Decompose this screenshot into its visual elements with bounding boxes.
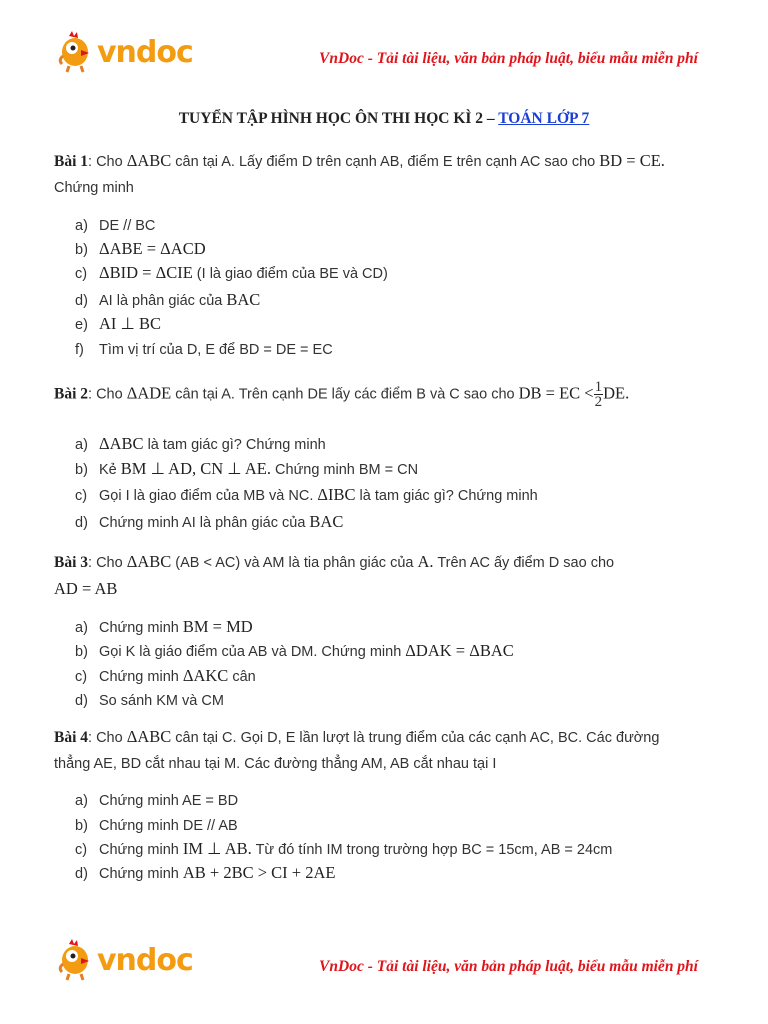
bai1-statement	[54, 148, 744, 201]
bai2-item	[75, 459, 418, 479]
title-text: TUYỂN TẬP HÌNH HỌC ÔN THI HỌC KÌ 2 –	[178, 110, 499, 127]
header-tagline: VnDoc - Tải tài liệu, văn bản pháp luật, biểu mẫu miễn phí	[319, 50, 698, 67]
item-math: IM ⊥ AB.	[182, 839, 252, 858]
item-text: Chứng minh AE = BD	[99, 793, 239, 809]
bai2-intro: : Cho	[88, 386, 127, 403]
item-label: c)	[75, 669, 88, 685]
item-label: e)	[75, 317, 88, 333]
item-math: ΔDAK = ΔBAC	[405, 641, 514, 660]
item-math: BAC	[309, 512, 344, 531]
bai2-condition-end: DE.	[603, 383, 630, 403]
title-link[interactable]: TOÁN LỚP 7	[498, 110, 590, 127]
item-math: BM = MD	[182, 617, 253, 636]
item-label: a)	[75, 218, 88, 234]
bai1-item	[75, 263, 388, 283]
footer-tagline: VnDoc - Tải tài liệu, văn bản pháp luật, biểu mẫu miễn phí	[319, 958, 698, 975]
chicken-mascot-icon	[55, 938, 95, 982]
item-label: c)	[75, 266, 88, 282]
page-footer	[0, 928, 768, 988]
fraction-half	[594, 380, 604, 409]
frac-den: 2	[594, 394, 603, 410]
item-label: d)	[75, 866, 88, 882]
item-text: cân	[228, 669, 256, 685]
item-label: a)	[75, 793, 88, 809]
item-text: AI là phân giác của	[99, 293, 227, 309]
item-label: c)	[75, 842, 88, 858]
bai1-line2: Chứng minh	[54, 180, 134, 196]
item-math: ΔAKC	[182, 666, 229, 685]
bai3-statement	[54, 549, 744, 603]
bai1-item	[75, 314, 161, 334]
item-math: BAC	[226, 290, 261, 309]
bai4-item	[75, 863, 335, 883]
logo-text: vndoc	[97, 34, 193, 70]
bai3-item	[75, 617, 253, 637]
item-text: Chứng minh AI là phân giác của	[99, 515, 310, 531]
item-text: Gọi I là giao điểm của MB và NC.	[99, 488, 318, 504]
item-text: So sánh KM và CM	[99, 693, 224, 709]
bai4-label: Bài 4	[54, 729, 89, 746]
vndoc-logo-footer[interactable]	[55, 936, 195, 984]
item-label: c)	[75, 488, 88, 504]
item-math: AI ⊥ BC	[99, 314, 162, 333]
bai1-item	[75, 339, 333, 359]
bai2-triangle: ΔADE	[126, 383, 172, 403]
item-label: f)	[75, 342, 84, 358]
bai3-item	[75, 641, 514, 661]
bai3-triangle: ΔABC	[126, 552, 172, 571]
item-math: ΔIBC	[317, 485, 356, 504]
bai1-label: Bài 1	[54, 153, 89, 170]
item-text: Chứng minh	[99, 842, 183, 858]
item-text: là tam giác gì? Chứng minh	[355, 488, 538, 504]
bai2-item	[75, 434, 326, 454]
item-math: AB + 2BC > CI + 2AE	[182, 863, 336, 882]
bai1-triangle: ΔABC	[126, 151, 172, 170]
frac-num: 1	[594, 379, 603, 395]
chicken-mascot-icon	[55, 30, 95, 74]
bai4-item	[75, 790, 238, 810]
bai3-intro: : Cho	[88, 555, 127, 571]
logo-text: vndoc	[97, 942, 193, 978]
bai1-intro: : Cho	[88, 154, 127, 170]
bai4-intro: : Cho	[88, 730, 127, 746]
bai1-text: cân tại A. Lấy điểm D trên cạnh AB, điểm E trên cạnh AC sao cho	[171, 154, 600, 170]
bai4-statement	[54, 724, 744, 777]
bai4-triangle: ΔABC	[126, 727, 172, 746]
item-text: (I là giao điểm của BE và CD)	[192, 266, 388, 282]
bai3-text: (AB < AC) và AM là tia phân giác của	[171, 555, 418, 571]
bai3-angle: A.	[417, 552, 434, 571]
item-label: d)	[75, 693, 88, 709]
bai4-line2: thẳng AE, BD cắt nhau tại M. Các đường thẳng AM, AB cắt nhau tại I	[54, 756, 497, 772]
item-math: ΔABC	[99, 434, 144, 453]
item-text: là tam giác gì? Chứng minh	[143, 437, 326, 453]
bai3-item	[75, 690, 224, 710]
bai2-statement	[54, 380, 744, 409]
bai3-label: Bài 3	[54, 554, 89, 571]
item-label: b)	[75, 818, 88, 834]
bai2-condition: DB = EC <	[518, 383, 594, 403]
item-text: Tìm vị trí của D, E để BD = DE = EC	[99, 342, 333, 358]
item-text: Chứng minh DE // AB	[99, 818, 238, 834]
bai3-text2: Trên AC ấy điểm D sao cho	[433, 555, 615, 571]
item-text: Chứng minh BM = CN	[271, 462, 419, 478]
item-text: Kẻ	[99, 462, 121, 478]
bai4-text: cân tại C. Gọi D, E lần lượt là trung điểm của các cạnh AC, BC. Các đường	[171, 730, 660, 746]
item-text: Chứng minh	[99, 620, 183, 636]
bai2-text: cân tại A. Trên cạnh DE lấy các điểm B và C sao cho	[171, 386, 519, 403]
item-label: b)	[75, 644, 88, 660]
item-label: a)	[75, 620, 88, 636]
item-label: b)	[75, 242, 88, 258]
vndoc-logo[interactable]	[55, 28, 195, 76]
item-text: Chứng minh	[99, 669, 183, 685]
bai4-item	[75, 839, 612, 859]
item-label: b)	[75, 462, 88, 478]
item-label: a)	[75, 437, 88, 453]
bai1-condition: BD = CE.	[599, 151, 665, 170]
item-label: d)	[75, 515, 88, 531]
bai2-item	[75, 512, 343, 532]
bai4-item	[75, 815, 238, 835]
bai1-item	[75, 215, 155, 235]
item-text: Chứng minh	[99, 866, 183, 882]
bai2-label: Bài 2	[54, 385, 89, 403]
bai1-item	[75, 290, 260, 310]
item-math: ΔBID = ΔCIE	[99, 263, 193, 282]
bai3-line2: AD = AB	[54, 579, 118, 598]
item-text: DE // BC	[99, 218, 156, 234]
bai1-item	[75, 239, 206, 259]
page-header	[0, 20, 768, 80]
bai2-item	[75, 485, 538, 505]
item-math: BM ⊥ AD, CN ⊥ AE.	[120, 459, 271, 478]
item-math: ΔABE = ΔACD	[99, 239, 206, 258]
item-text: Từ đó tính IM trong trường hợp BC = 15cm, AB = 24cm	[251, 842, 613, 858]
item-label: d)	[75, 293, 88, 309]
item-text: Gọi K là giáo điểm của AB và DM. Chứng minh	[99, 644, 406, 660]
bai3-item	[75, 666, 256, 686]
page-title	[0, 110, 768, 128]
